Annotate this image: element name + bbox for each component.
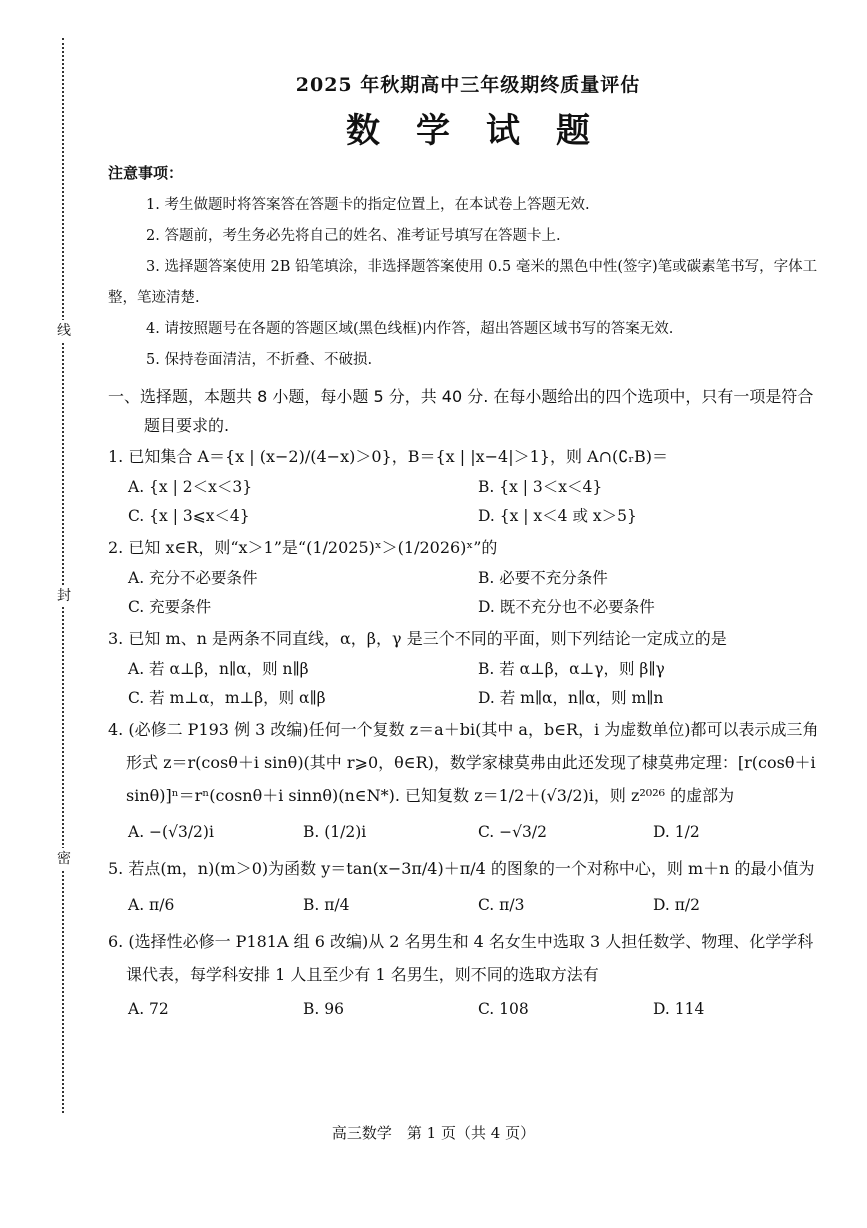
option-c: C. 充要条件 <box>128 598 212 616</box>
notes-heading: 注意事项： <box>108 164 184 182</box>
note-item: 3. 选择题答案使用 2B 铅笔填涂，非选择题答案使用 0.5 毫米的黑色中性(签字)笔或碳素笔书写，字体工整，笔迹清楚. <box>108 259 818 306</box>
option-d: D. 既不充分也不必要条件 <box>478 598 655 616</box>
question-6-options <box>108 991 828 1027</box>
binding-line <box>62 38 64 1113</box>
option-c: C. −√3/2 <box>478 823 547 841</box>
option-b: B. (1/2)i <box>303 823 367 841</box>
question-6-stem: 6. (选择性必修一 P181A 组 6 改编)从 2 名男生和 4 名女生中选取 3 人担任数学、物理、化学学科课代表，每学科安排 1 人且至少有 1 名男生，则不同的选取方法有 <box>108 932 814 984</box>
option-c: C. π/3 <box>478 896 525 914</box>
option-b: B. 若 α⊥β，α⊥γ，则 β∥γ <box>478 660 665 678</box>
option-b: B. {x | 3＜x＜4} <box>478 478 603 496</box>
note-item: 4. 请按照题号在各题的答题区域(黑色线框)内作答，超出答题区域书写的答案无效. <box>146 321 674 337</box>
option-d: D. 114 <box>653 1000 705 1018</box>
option-d: D. π/2 <box>653 896 700 914</box>
binding-mark-secret: 密 <box>55 848 73 870</box>
section-heading: 一、选择题，本题共 8 小题，每小题 5 分，共 40 分. 在每小题给出的四个选项中，只有一项是符合题目要求的. <box>108 387 814 435</box>
exam-subtitle: 2025 年秋期高中三年级期终质量评估 <box>295 74 641 96</box>
exam-title: 数学试题 <box>346 111 626 151</box>
exam-page <box>108 70 828 1027</box>
option-a: A. π/6 <box>128 896 175 914</box>
option-a: A. 若 α⊥β，n∥α，则 n∥β <box>128 660 309 678</box>
binding-mark-seal: 封 <box>55 585 73 607</box>
note-item: 2. 答题前，考生务必先将自己的姓名、准考证号填写在答题卡上. <box>146 228 561 244</box>
question-5-stem: 5. 若点(m，n)(m＞0)为函数 y＝tan(x−3π/4)＋π/4 的图象的一个对称中心，则 m＋n 的最小值为 <box>108 859 815 878</box>
option-a: A. 72 <box>128 1000 169 1018</box>
binding-mark-line: 线 <box>55 320 73 342</box>
question-1-options <box>108 473 828 531</box>
option-c: C. 若 m⊥α，m⊥β，则 α∥β <box>128 689 326 707</box>
option-a: A. {x | 2＜x＜3} <box>128 478 253 496</box>
page-footer: 高三数学 第 1 页（共 4 页） <box>331 1124 536 1142</box>
question-2-stem: 2. 已知 x∈R，则“x＞1”是“(1/2025)ˣ＞(1/2026)ˣ”的 <box>108 538 498 557</box>
option-d: D. 若 m∥α，n∥α，则 m∥n <box>478 689 664 707</box>
option-a: A. 充分不必要条件 <box>128 569 258 587</box>
question-5-options <box>108 885 828 925</box>
note-item: 5. 保持卷面清洁，不折叠、不破损. <box>146 352 373 368</box>
question-1-stem: 1. 已知集合 A＝{x | (x−2)/(4−x)＞0}，B＝{x | |x−4|＞1}，则 A∩(∁ᵣB)＝ <box>108 447 668 466</box>
option-b: B. 96 <box>303 1000 344 1018</box>
note-item: 1. 考生做题时将答案答在答题卡的指定位置上，在本试卷上答题无效. <box>146 197 590 213</box>
question-3-stem: 3. 已知 m、n 是两条不同直线，α，β，γ 是三个不同的平面，则下列结论一定成立的是 <box>108 629 727 648</box>
option-b: B. 必要不充分条件 <box>478 569 608 587</box>
question-3-options <box>108 655 828 713</box>
question-4-options <box>108 812 828 852</box>
option-c: C. {x | 3⩽x＜4} <box>128 507 250 525</box>
option-b: B. π/4 <box>303 896 350 914</box>
option-d: D. {x | x＜4 或 x＞5} <box>478 507 637 525</box>
question-4-stem: 4. (必修二 P193 例 3 改编)任何一个复数 z＝a＋bi(其中 a，b∈R，i 为虚数单位)都可以表示成三角形式 z＝r(cosθ＋i sinθ)(其中 r⩾0，θ∈R)，数学家棣莫弗由此还发现了棣莫弗定理：[r(cosθ＋i sinθ)]ⁿ＝rⁿ(cosnθ＋i sinnθ)(n∈N*). 已知复数 z＝1/2＋(√3/2)i，则 z²⁰²⁶ 的虚部为 <box>108 720 819 805</box>
question-2-options <box>108 564 828 622</box>
option-d: D. 1/2 <box>653 823 700 841</box>
option-c: C. 108 <box>478 1000 529 1018</box>
option-a: A. −(√3/2)i <box>128 823 214 841</box>
